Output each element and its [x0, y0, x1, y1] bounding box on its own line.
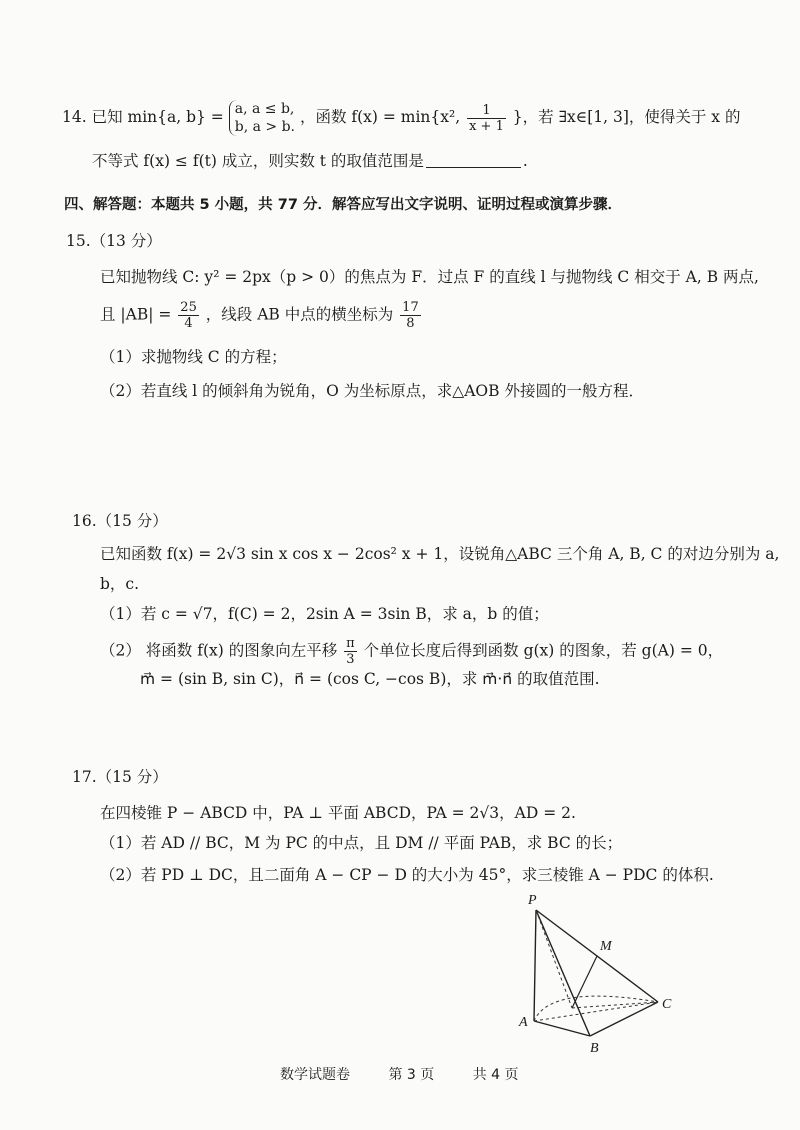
- label-M: M: [600, 939, 612, 954]
- q16-line1: 已知函数 f(x) = 2√3 sin x cos x − 2cos² x + 1，设锐角△ABC 三个角 A, B, C 的对边分别为 a,: [100, 545, 780, 563]
- hidden-edge-DC: [572, 1002, 658, 1008]
- q14-line1: [62, 100, 740, 136]
- q16-heading: 16.（15 分）: [72, 512, 168, 530]
- q15-fraction-ab: $\frac{25}{4}$: [180, 300, 197, 331]
- q15-line1: 已知抛物线 C: y² = 2px（p > 0）的焦点为 F．过点 F 的直线 l 与抛物线 C 相交于 A, B 两点,: [100, 268, 759, 286]
- q14-case2: b, a > b.: [234, 119, 295, 135]
- pyramid-figure: [510, 888, 690, 1058]
- q17-part1: （1）若 AD // BC，M 为 PC 的中点，且 DM // 平面 PAB，求 BC 的长；: [100, 834, 623, 852]
- q16-part1: （1）若 c = √7，f(C) = 2，2sin A = 3sin B，求 a，b 的值；: [100, 605, 549, 623]
- q14-line2: 不等式 f(x) ≤ f(t) 成立，则实数 t 的取值范围是 .: [92, 152, 528, 170]
- page-footer: [280, 1064, 553, 1084]
- q16-part2-vectors: m⃗ = (sin B, sin C)，n⃗ = (cos C, −cos B)，求 m⃗·n⃗ 的取值范围.: [140, 670, 600, 688]
- label-B: B: [590, 1041, 599, 1056]
- q15-line2: 且 |AB| = $\frac{25}{4}$ ，线段 AB 中点的横坐标为 $\frac{17}{8}$: [100, 300, 419, 331]
- q17-heading: 17.（15 分）: [72, 768, 168, 786]
- edge-PA: [534, 910, 536, 1021]
- hidden-edge-PD: [536, 910, 572, 1008]
- q14-condition: }，若 ∃x∈[1, 3]，使得关于 x 的: [512, 108, 741, 126]
- q14-func: ，函数 f(x) = min{x²,: [299, 108, 466, 126]
- q14-piecewise: [229, 100, 295, 136]
- label-C: C: [662, 997, 672, 1012]
- q16-part2: （2） 将函数 f(x) 的图象向左平移 $\frac{\pi}{3}$ 个单位长度后得到函数 g(x) 的图象，若 g(A) = 0，: [100, 636, 724, 667]
- q15-part2: （2）若直线 l 的倾斜角为锐角，O 为坐标原点，求△AOB 外接圆的一般方程．: [100, 382, 644, 400]
- answer-blank: [426, 151, 521, 168]
- q16-fraction-pi: $\frac{\pi}{3}$: [346, 636, 355, 667]
- q17-line1: 在四棱锥 P − ABCD 中，PA ⊥ 平面 ABCD，PA = 2√3，AD = 2.: [100, 804, 576, 822]
- footer-total-pages: 共 4 页: [472, 1067, 519, 1083]
- q15-fraction-mid: $\frac{17}{8}$: [402, 300, 419, 331]
- q17-part2: （2）若 PD ⊥ DC，且二面角 A − CP − D 的大小为 45°，求三棱锥 A − PDC 的体积.: [100, 866, 714, 884]
- q14-question: 不等式 f(x) ≤ f(t) 成立，则实数 t 的取值范围是: [92, 152, 424, 170]
- label-A: A: [519, 1015, 528, 1030]
- edge-PB: [536, 910, 590, 1036]
- edge-AB: [534, 1021, 590, 1036]
- hidden-base-arc: [534, 996, 658, 1021]
- section-heading: 四、解答题：本题共 5 小题，共 77 分．解答应写出文字说明、证明过程或演算步骤．: [64, 197, 622, 213]
- q14-case1: a, a ≤ b,: [234, 101, 295, 117]
- label-P: P: [528, 893, 537, 908]
- footer-page-number: 第 3 页: [388, 1067, 435, 1083]
- segment-DM: [572, 956, 597, 1008]
- q15-part1: （1）求抛物线 C 的方程；: [100, 348, 287, 366]
- q15-heading: 15.（13 分）: [66, 232, 162, 250]
- q14-fraction: $\frac{1}{x + 1}$: [469, 102, 504, 134]
- q16-line2: b，c.: [100, 575, 140, 593]
- footer-title: 数学试题卷: [280, 1067, 350, 1083]
- q14-text: 14. 已知 min{a, b} =: [62, 108, 229, 126]
